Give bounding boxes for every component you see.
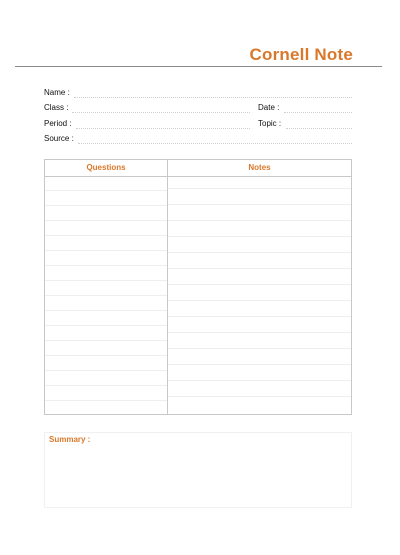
question-line[interactable] [45, 385, 167, 386]
period-field[interactable] [76, 128, 250, 129]
table-header [45, 160, 351, 177]
note-line[interactable] [168, 268, 351, 269]
note-line[interactable] [168, 316, 351, 317]
questions-header: Questions [86, 163, 126, 172]
note-line[interactable] [168, 332, 351, 333]
source-field[interactable] [78, 143, 352, 144]
questions-notes-table [44, 159, 352, 415]
note-line[interactable] [168, 364, 351, 365]
question-line[interactable] [45, 370, 167, 371]
note-line[interactable] [168, 204, 351, 205]
summary-box[interactable] [44, 432, 352, 508]
note-line[interactable] [168, 396, 351, 397]
period-label: Period : [44, 119, 72, 128]
notes-header: Notes [248, 163, 271, 172]
question-line[interactable] [45, 280, 167, 281]
date-label: Date : [258, 103, 280, 112]
topic-label: Topic : [258, 119, 282, 128]
note-line[interactable] [168, 348, 351, 349]
date-field[interactable] [284, 112, 352, 113]
column-divider [167, 160, 168, 414]
topic-field[interactable] [286, 128, 352, 129]
note-line[interactable] [168, 380, 351, 381]
summary-label: Summary : [49, 435, 91, 444]
note-line[interactable] [168, 236, 351, 237]
question-line[interactable] [45, 220, 167, 221]
question-line[interactable] [45, 325, 167, 326]
question-line[interactable] [45, 310, 167, 311]
question-line[interactable] [45, 190, 167, 191]
page-title: Cornell Note [249, 45, 353, 64]
question-line[interactable] [45, 340, 167, 341]
note-line[interactable] [168, 252, 351, 253]
class-label: Class : [44, 103, 69, 112]
note-line[interactable] [168, 300, 351, 301]
name-label: Name : [44, 88, 70, 97]
question-line[interactable] [45, 355, 167, 356]
name-field[interactable] [74, 97, 352, 98]
question-line[interactable] [45, 205, 167, 206]
note-line[interactable] [168, 284, 351, 285]
note-line[interactable] [168, 220, 351, 221]
question-line[interactable] [45, 235, 167, 236]
source-label: Source : [44, 134, 74, 143]
note-line[interactable] [168, 188, 351, 189]
question-line[interactable] [45, 295, 167, 296]
question-line[interactable] [45, 400, 167, 401]
question-line[interactable] [45, 265, 167, 266]
header-rule [15, 66, 382, 67]
class-field[interactable] [72, 112, 250, 113]
question-line[interactable] [45, 250, 167, 251]
